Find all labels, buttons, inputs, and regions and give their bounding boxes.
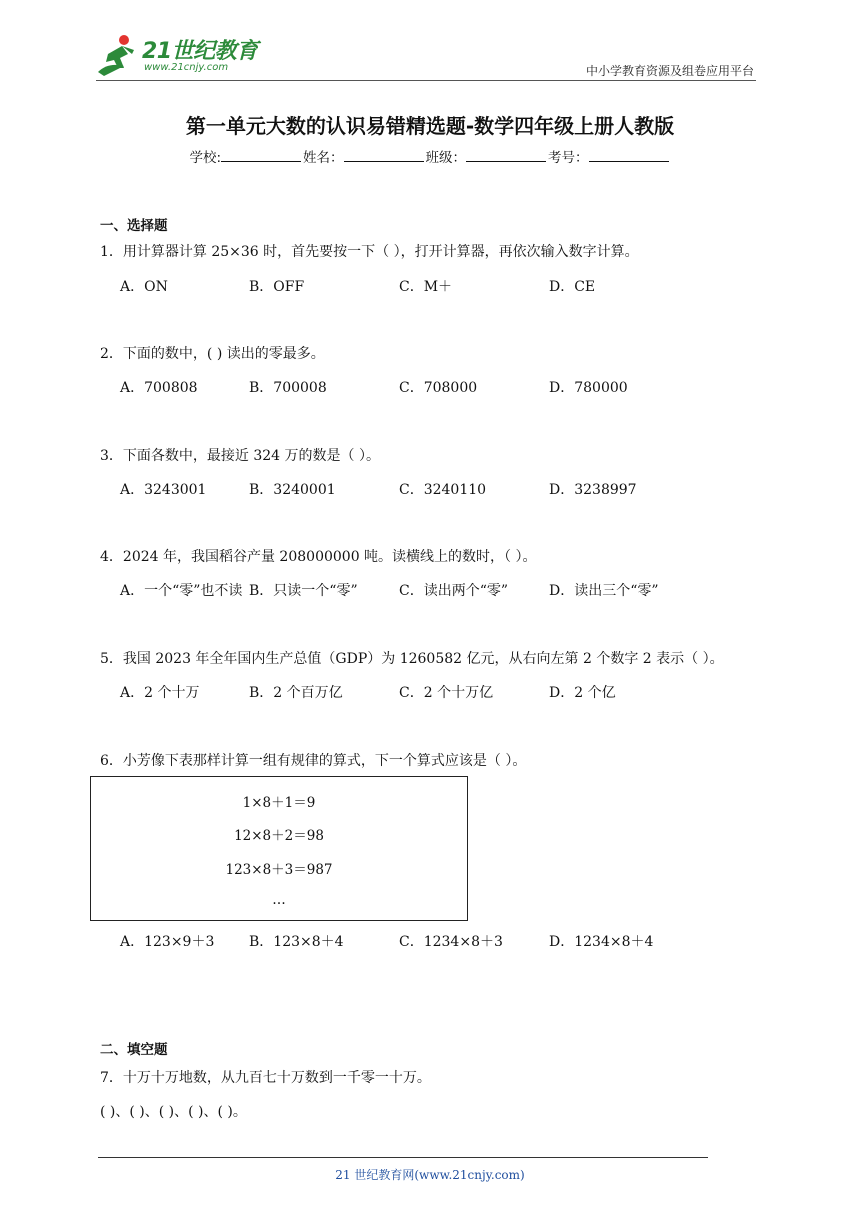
option-b[interactable]: B．只读一个“零”	[249, 583, 358, 599]
question-text: 7．十万十万地数，从九百七十万数到一千零一十万。	[100, 1070, 431, 1086]
exam-no-blank[interactable]	[589, 149, 669, 162]
logo-url: www.21cnjy.com	[144, 62, 229, 73]
header-divider	[96, 80, 756, 81]
option-c[interactable]: C．1234×8＋3	[399, 934, 503, 950]
option-d[interactable]: D．2 个亿	[549, 685, 616, 701]
option-d[interactable]: D．780000	[549, 380, 628, 396]
option-c[interactable]: C．读出两个“零”	[399, 583, 509, 599]
option-a[interactable]: A．3243001	[120, 482, 207, 498]
option-d[interactable]: D．CE	[549, 279, 596, 295]
question-text: 1．用计算器计算 25×36 时，首先要按一下（ ），打开计算器，再依次输入数字计算。	[100, 244, 639, 260]
option-b[interactable]: B．OFF	[249, 279, 305, 295]
option-b[interactable]: B．2 个百万亿	[249, 685, 343, 701]
equation: 1×8＋1＝9	[242, 795, 316, 811]
student-info-row	[0, 146, 860, 166]
question-text: 2．下面的数中，( ) 读出的零最多。	[100, 346, 325, 362]
option-c[interactable]: C．708000	[399, 380, 478, 396]
school-label: 学校:	[189, 150, 222, 166]
question-text: 3．下面各数中，最接近 324 万的数是（ ）。	[100, 448, 380, 464]
ellipsis: …	[272, 892, 286, 908]
class-label: 班级：	[425, 150, 467, 166]
option-d[interactable]: D．读出三个“零”	[549, 583, 659, 599]
option-c[interactable]: C．3240110	[399, 482, 487, 498]
option-d[interactable]: D．1234×8＋4	[549, 934, 654, 950]
equation: 123×8＋3＝987	[225, 862, 333, 878]
option-d[interactable]: D．3238997	[549, 482, 637, 498]
section-heading: 二、填空题	[100, 1042, 168, 1058]
option-a[interactable]: A．2 个十万	[120, 685, 200, 701]
logo-text: 21世纪教育	[142, 39, 258, 64]
exam-no-label: 考号：	[548, 150, 589, 166]
runner-logo-icon	[94, 32, 142, 78]
option-b[interactable]: B．123×8＋4	[249, 934, 344, 950]
platform-name: 中小学教育资源及组卷应用平台	[585, 64, 754, 78]
option-a[interactable]: A．一个“零”也不读	[120, 583, 243, 599]
option-b[interactable]: B．700008	[249, 380, 327, 396]
option-a[interactable]: A．123×9＋3	[120, 934, 215, 950]
option-a[interactable]: A．ON	[120, 279, 168, 295]
equation: 12×8＋2＝98	[234, 828, 324, 844]
option-a[interactable]: A．700808	[120, 380, 198, 396]
pattern-box	[90, 776, 468, 921]
name-label: 姓名：	[303, 150, 344, 166]
page-title: 第一单元大数的认识易错精选题-数学四年级上册人教版	[185, 114, 675, 138]
footer-link[interactable]: 21 世纪教育网(www.21cnjy.com)	[335, 1168, 525, 1182]
class-blank[interactable]	[466, 149, 546, 162]
question-text: 4．2024 年，我国稻谷产量 208000000 吨。读横线上的数时，（ ）。	[100, 549, 537, 565]
site-logo	[94, 32, 259, 80]
option-c[interactable]: C．M＋	[399, 279, 453, 295]
footer-divider	[98, 1157, 708, 1158]
question-text: 6．小芳像下表那样计算一组有规律的算式，下一个算式应该是（ ）。	[100, 753, 527, 769]
answer-blanks[interactable]: ( )、( )、( )、( )、( )。	[100, 1104, 247, 1120]
school-blank[interactable]	[221, 149, 301, 162]
option-b[interactable]: B．3240001	[249, 482, 336, 498]
name-blank[interactable]	[344, 149, 424, 162]
option-c[interactable]: C．2 个十万亿	[399, 685, 494, 701]
section-heading: 一、选择题	[100, 218, 168, 234]
question-text: 5．我国 2023 年全年国内生产总值（GDP）为 1260582 亿元，从右向左第 2 个数字 2 表示（ ）。	[100, 651, 724, 667]
